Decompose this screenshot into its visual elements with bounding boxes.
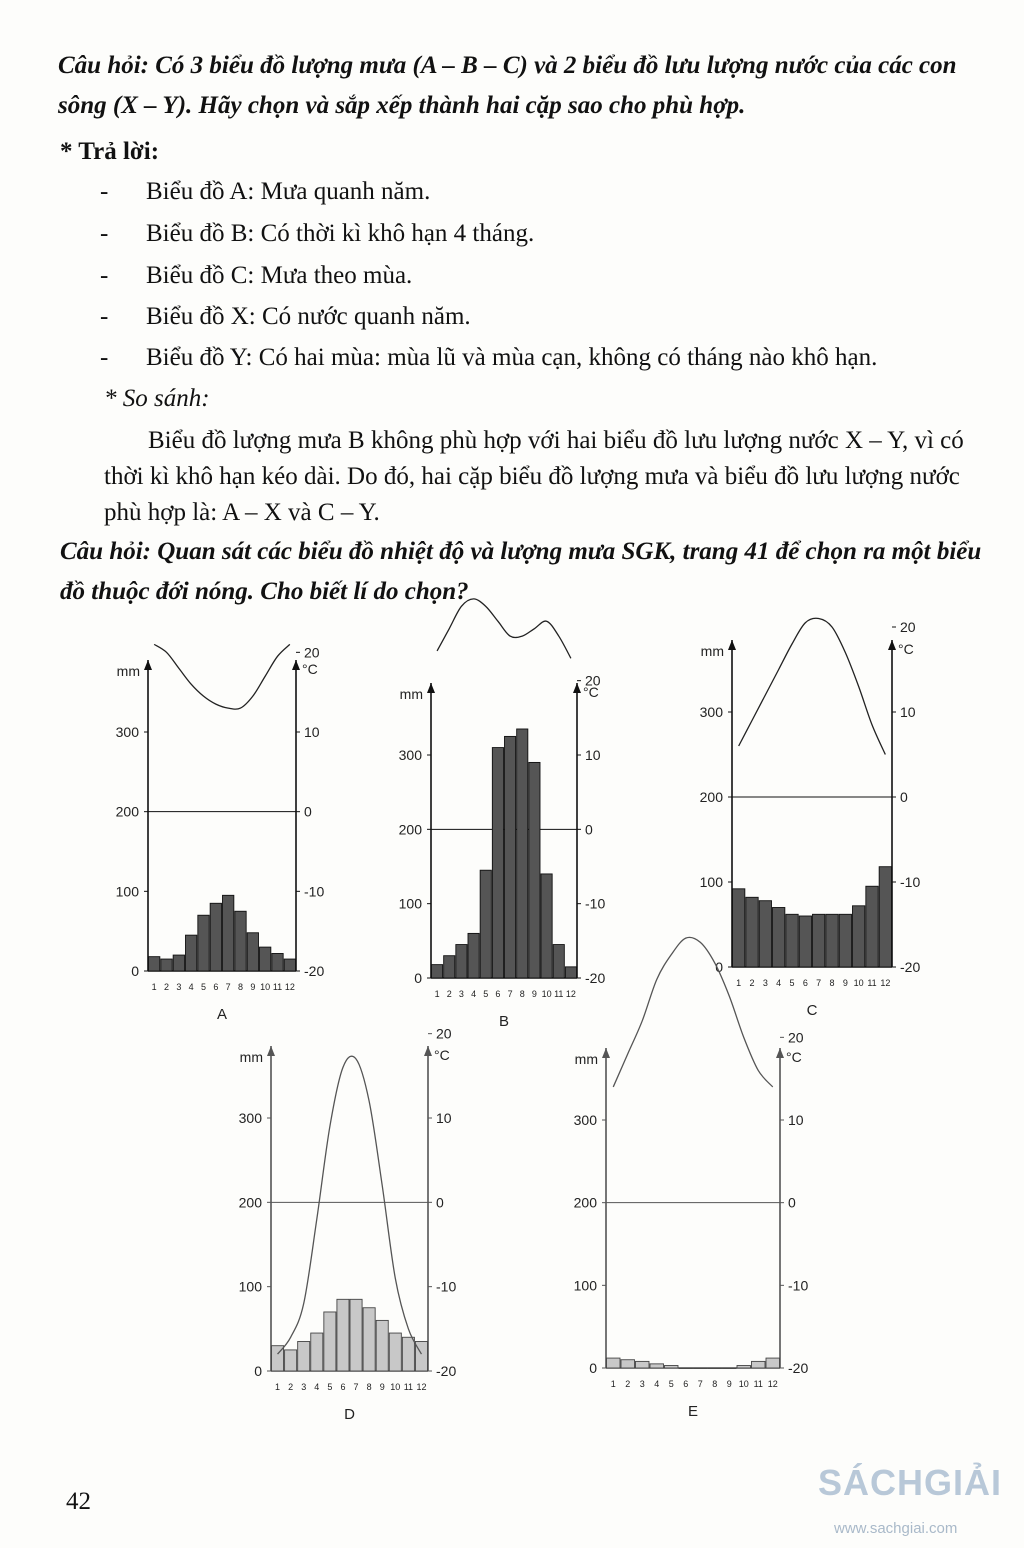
temp-tick-label: -20 (304, 963, 325, 979)
rain-bar (826, 914, 838, 967)
month-label: 12 (416, 1382, 427, 1392)
rain-bar (607, 1358, 621, 1368)
month-label: 9 (379, 1382, 385, 1392)
temperature-line (154, 644, 290, 709)
month-label: 12 (767, 1379, 778, 1389)
rain-bar (759, 901, 771, 967)
month-label: 3 (762, 978, 768, 988)
rain-bar (553, 945, 564, 978)
rain-bar (650, 1364, 664, 1368)
rain-bar (260, 947, 271, 971)
month-label: 4 (314, 1382, 320, 1392)
rain-tick-label: 200 (238, 1194, 262, 1211)
rain-unit-label: mm (239, 1049, 263, 1065)
chart-letter-label: B (498, 1013, 510, 1030)
chart-letter-label: A (216, 1006, 228, 1023)
rain-bar (636, 1361, 650, 1368)
rain-bar (708, 1368, 722, 1369)
rain-bar (517, 729, 528, 978)
temp-tick-label: 0 (900, 789, 908, 805)
rain-axis-arrow (728, 640, 736, 650)
rain-axis-arrow (602, 1048, 610, 1058)
month-label: 1 (151, 982, 157, 992)
chart-letter-label: C (806, 1002, 818, 1019)
temp-tick-label: 0 (788, 1194, 796, 1211)
temp-unit-label: °C (898, 641, 914, 657)
month-label: 9 (531, 989, 537, 999)
rain-tick-label: 200 (699, 789, 723, 805)
month-label: 8 (366, 1382, 372, 1392)
rain-bar (376, 1320, 388, 1371)
month-label: 4 (471, 989, 477, 999)
month-label: 6 (802, 978, 808, 988)
rain-bar (337, 1299, 349, 1371)
page-number: 42 (66, 1488, 91, 1515)
rain-bar (350, 1299, 362, 1371)
climate-chart-e (574, 937, 809, 1420)
month-label: 10 (390, 1382, 401, 1392)
question-2: Câu hỏi: Quan sát các biểu đồ nhiệt độ và lượng mưa SGK, trang 41 để chọn ra một biểu đồ thuộc đới nóng. Cho biết lí do chọn? (60, 538, 982, 605)
compare-title: * So sánh: (104, 385, 210, 412)
month-label: 3 (639, 1379, 645, 1389)
rain-bar (402, 1337, 414, 1371)
rain-bar (173, 955, 184, 971)
rain-bar (161, 959, 172, 971)
answer-text: Biểu đồ C: Mưa theo mùa. (146, 262, 413, 289)
temp-unit-label: °C (786, 1049, 802, 1065)
climate-chart-a (116, 644, 325, 1023)
rain-axis-arrow (144, 660, 152, 670)
month-label: 3 (176, 982, 182, 992)
month-label: 11 (554, 989, 564, 999)
rain-bar (272, 953, 283, 971)
rain-tick-label: 100 (573, 1277, 597, 1294)
rain-bar (529, 762, 540, 978)
month-label: 10 (738, 1379, 749, 1389)
rain-bar (733, 889, 745, 967)
rain-tick-label: 300 (573, 1112, 597, 1128)
rain-tick-label: 100 (699, 874, 723, 890)
answer-text: Biểu đồ Y: Có hai mùa: mùa lũ và mùa cạn, không có tháng nào khô hạn. (146, 344, 878, 371)
watermark-logo: SÁCHGIẢI (818, 1462, 1003, 1503)
rain-bar (679, 1368, 693, 1369)
month-label: 1 (275, 1382, 281, 1392)
rain-bar (541, 874, 552, 978)
rain-tick-label: 300 (699, 704, 723, 720)
rain-bar (389, 1333, 401, 1371)
month-label: 7 (353, 1382, 359, 1392)
month-label: 2 (163, 982, 170, 992)
rain-bar (363, 1308, 375, 1371)
month-label: 6 (495, 989, 501, 999)
month-label: 11 (753, 1379, 763, 1389)
rain-bar (853, 906, 865, 967)
month-label: 11 (867, 978, 877, 988)
rain-unit-label: mm (574, 1051, 598, 1067)
temp-tick-label: -20 (585, 970, 606, 986)
rain-tick-label: 0 (254, 1363, 262, 1379)
month-label: 10 (853, 978, 864, 988)
rain-tick-label: 200 (573, 1194, 597, 1211)
answer-text: Biểu đồ B: Có thời kì khô hạn 4 tháng. (146, 220, 535, 247)
rain-tick-label: 0 (589, 1360, 597, 1376)
temp-axis-arrow (776, 1048, 784, 1058)
month-label: 8 (829, 978, 835, 988)
month-label: 5 (483, 989, 489, 999)
month-label: 4 (188, 982, 194, 992)
answer-text: Biểu đồ A: Mưa quanh năm. (146, 178, 431, 205)
temp-tick-label: 10 (585, 747, 601, 763)
temp-axis-arrow (888, 640, 896, 650)
rain-axis-arrow (267, 1046, 275, 1056)
rain-bar (210, 903, 221, 971)
temperature-line (437, 599, 571, 658)
month-label: 10 (541, 989, 552, 999)
month-label: 6 (340, 1382, 346, 1392)
answer-line: - Biểu đồ C: Mưa theo mùa. (100, 262, 413, 289)
temp-tick-label: 20 (900, 619, 916, 635)
month-label: 7 (816, 978, 822, 988)
rain-tick-label: 300 (238, 1110, 262, 1126)
month-label: 5 (789, 978, 795, 988)
month-label: 4 (654, 1379, 660, 1389)
month-label: 8 (712, 1379, 718, 1389)
temp-tick-label: -20 (436, 1363, 457, 1379)
month-label: 1 (736, 978, 742, 988)
rain-bar (813, 914, 825, 967)
rain-unit-label: mm (399, 686, 423, 702)
month-label: 3 (301, 1382, 307, 1392)
rain-tick-label: 0 (131, 963, 139, 979)
temp-tick-label: 20 (436, 1025, 452, 1042)
rain-bar (324, 1312, 336, 1371)
month-label: 12 (565, 989, 576, 999)
temp-tick-label: -10 (788, 1277, 809, 1294)
temp-tick-label: 20 (304, 644, 320, 661)
rain-bar (799, 916, 811, 967)
temp-tick-label: -10 (900, 874, 921, 890)
answer-text: Biểu đồ X: Có nước quanh năm. (146, 303, 471, 330)
rain-bar (444, 956, 455, 978)
rain-bar (621, 1360, 635, 1368)
rain-bar (866, 886, 878, 967)
month-label: 1 (434, 989, 440, 999)
month-label: 9 (250, 982, 256, 992)
temp-axis-arrow (573, 683, 581, 693)
month-label: 2 (288, 1382, 294, 1392)
rain-bar (505, 736, 516, 978)
chart-letter-label: E (687, 1403, 699, 1420)
compare-text: Biểu đồ lượng mưa B không phù hợp với hai biểu đồ lưu lượng nước X – Y, vì có thời kì khô hạn kéo dài. Do đó, hai cặp biểu đồ lượng mưa và biểu đồ lưu lượng nước phù hợp là: A – X và C – Y. (104, 427, 964, 526)
rain-bar (492, 748, 503, 978)
rain-bar (298, 1341, 310, 1371)
rain-tick-label: 300 (115, 724, 139, 740)
question-1: Câu hỏi: Có 3 biểu đồ lượng mưa (A – B – C) và 2 biểu đồ lưu lượng nước của các con sông (X – Y). Hãy chọn và sắp xếp thành hai cặp sao cho phù hợp. (58, 52, 957, 119)
rain-bar (480, 870, 491, 978)
rain-bar (766, 1358, 780, 1368)
month-label: 11 (403, 1382, 414, 1392)
month-label: 6 (683, 1379, 689, 1389)
rain-bar (746, 897, 758, 967)
month-label: 7 (697, 1379, 703, 1389)
temp-tick-label: -10 (585, 895, 606, 912)
temp-tick-label: -20 (900, 959, 921, 975)
rain-bar (786, 914, 798, 967)
temperature-line (278, 1056, 422, 1354)
rain-tick-label: 100 (115, 883, 139, 900)
temp-unit-label: °C (583, 684, 599, 700)
rain-bar (186, 935, 197, 971)
rain-bar (839, 914, 851, 967)
rain-bar (879, 867, 891, 967)
month-label: 5 (327, 1382, 333, 1392)
month-label: 9 (842, 978, 848, 988)
temp-tick-label: -10 (304, 883, 325, 900)
answer-line: - Biểu đồ Y: Có hai mùa: mùa lũ và mùa cạn, không có tháng nào khô hạn. (100, 344, 878, 371)
temp-tick-label: 10 (436, 1110, 452, 1126)
rain-unit-label: mm (116, 663, 140, 679)
temp-tick-label: 20 (585, 672, 601, 689)
month-label: 9 (726, 1379, 732, 1389)
rain-bar (149, 957, 160, 971)
answer-title: * Trả lời: (60, 138, 160, 165)
climate-chart-b (399, 599, 606, 1030)
temp-tick-label: -10 (436, 1278, 457, 1295)
climate-chart-d (239, 1026, 457, 1423)
month-label: 12 (880, 978, 891, 988)
rain-tick-label: 200 (398, 821, 422, 838)
month-label: 5 (200, 982, 207, 992)
month-label: 8 (519, 989, 525, 999)
rain-bar (752, 1361, 766, 1368)
rain-tick-label: 100 (398, 895, 422, 912)
rain-bar (565, 967, 576, 978)
month-label: 2 (749, 978, 755, 988)
temp-tick-label: 0 (304, 803, 312, 820)
month-label: 6 (213, 982, 219, 992)
rain-unit-label: mm (700, 643, 724, 659)
temp-tick-label: 20 (788, 1029, 804, 1046)
climate-chart-c (700, 618, 921, 1019)
rain-bar (284, 959, 295, 971)
rain-tick-label: 0 (715, 959, 723, 975)
month-label: 7 (225, 982, 231, 992)
rain-bar (311, 1333, 323, 1371)
rain-bar (285, 1350, 297, 1371)
rain-bar (198, 915, 209, 971)
month-label: 11 (272, 982, 283, 992)
rain-bar (773, 908, 785, 968)
rain-bar (468, 933, 479, 978)
month-label: 5 (668, 1379, 674, 1389)
chart-letter-label: D (344, 1406, 355, 1423)
rain-axis-arrow (427, 683, 435, 693)
temp-tick-label: 0 (436, 1194, 444, 1211)
temp-unit-label: °C (434, 1047, 450, 1063)
month-label: 10 (260, 982, 271, 992)
rain-bar (694, 1368, 708, 1369)
rain-bar (432, 965, 443, 978)
month-label: 8 (237, 982, 244, 992)
rain-bar (223, 895, 234, 971)
rain-bar (247, 933, 258, 971)
temp-axis-arrow (424, 1046, 432, 1056)
watermark-url: www.sachgiai.com (834, 1520, 958, 1537)
answer-line: - Biểu đồ X: Có nước quanh năm. (100, 303, 471, 330)
month-label: 3 (458, 989, 464, 999)
rain-bar (456, 945, 467, 978)
temp-axis-arrow (292, 660, 300, 670)
temp-unit-label: °C (302, 661, 318, 677)
month-label: 12 (284, 982, 295, 992)
rain-bar (235, 911, 246, 971)
temp-tick-label: 10 (900, 704, 916, 720)
month-label: 2 (625, 1379, 631, 1389)
temperature-line (739, 618, 886, 754)
rain-tick-label: 300 (398, 747, 422, 763)
answer-line: - Biểu đồ B: Có thời kì khô hạn 4 tháng. (100, 220, 535, 247)
rain-bar (723, 1368, 737, 1369)
month-label: 7 (507, 989, 513, 999)
rain-tick-label: 200 (115, 803, 139, 820)
temp-tick-label: 10 (304, 724, 320, 740)
rain-tick-label: 100 (238, 1278, 262, 1295)
rain-bar (665, 1366, 679, 1368)
temp-tick-label: 0 (585, 821, 593, 838)
month-label: 2 (446, 989, 452, 999)
month-label: 4 (776, 978, 782, 988)
month-label: 1 (610, 1379, 616, 1389)
rain-bar (737, 1366, 751, 1368)
answer-line: - Biểu đồ A: Mưa quanh năm. (100, 178, 431, 205)
temp-tick-label: -20 (788, 1360, 809, 1376)
rain-tick-label: 0 (414, 970, 422, 986)
temp-tick-label: 10 (788, 1112, 804, 1128)
